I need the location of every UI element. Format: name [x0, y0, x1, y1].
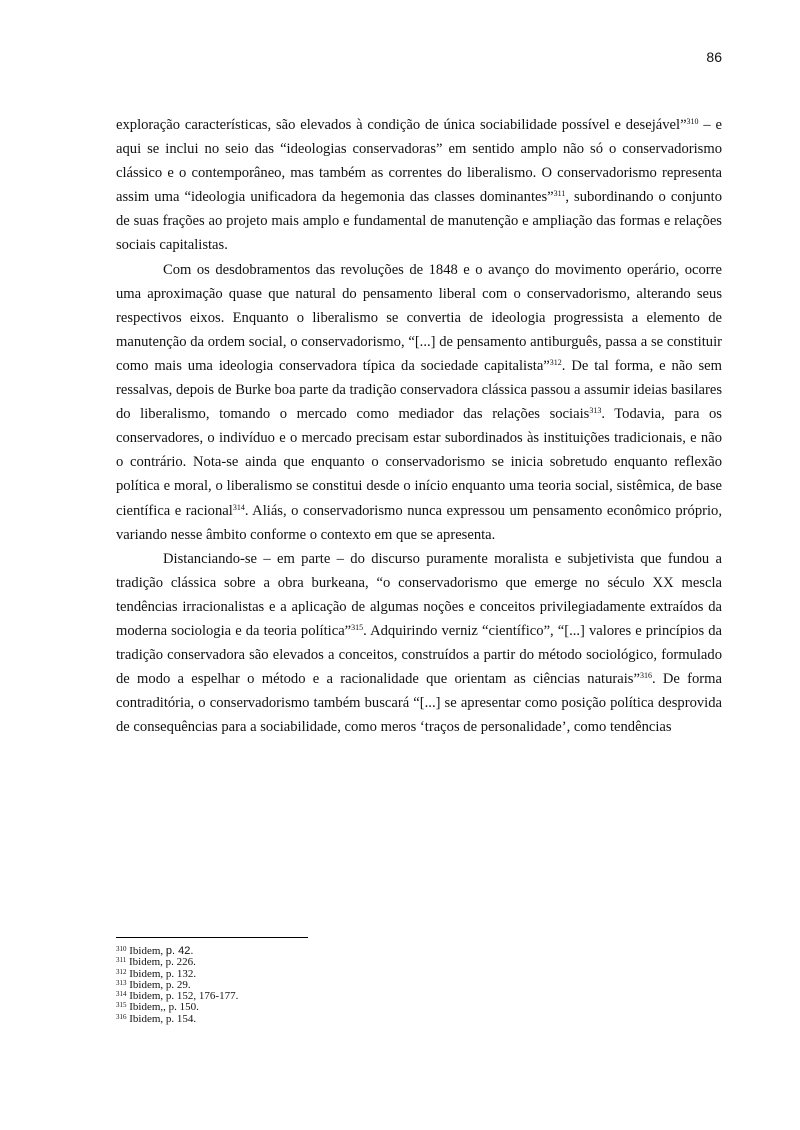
page-number: 86: [706, 49, 722, 65]
paragraph-text: Distanciando-se – em parte – do discurso puramente moralista e subjetivista que fundou a tradição clássica sobre a obra burkeana, “o conservadorismo que emerge no século XX mescla tendências irracionalistas e a aplicação de algumas noções e conceitos privilegiadamente extraídos da moderna sociologia e da teoria política”: [116, 550, 722, 639]
footnote-text: Ibidem,, p. 150.: [129, 1001, 199, 1014]
paragraph-text: . De tal forma, e não sem ressalvas, depois de Burke boa parte da tradição conservadora clássica passou a assumir ideias basilares do liberalismo, tomando o mercado como mediador das relações sociais: [116, 357, 722, 423]
footnote-text: Ibidem, p. 154.: [129, 1012, 197, 1025]
footnote-number: 310: [116, 945, 127, 953]
paragraph-text: Com os desdobramentos das revoluções de 1848 e o avanço do movimento operário, ocorre uma aproximação quase que natural do pensamento liberal com o conservadorismo, alterando seus respectivos eixos. Enquanto o liberalismo se convertia de ideologia progressista a elemento de manutenção da ordem social, o conservadorismo, “[...] de pensamento antiburguês, passa a se constituir como mais uma ideologia conservadora típica da sociedade capitalista”: [116, 261, 722, 374]
footnote-text: Ibidem,: [129, 945, 166, 957]
paragraph-text: . Todavia, para os conservadores, o indivíduo e o mercado precisam estar subordinados às instituições tradicionais, e não o contrário. Nota-se ainda que enquanto o conservadorismo se inicia sobretudo enquanto reflexão política e moral, o liberalismo se constitui desde o início enquanto uma teoria social, sistêmica, de base científica e racional: [116, 406, 722, 519]
footnote-ref: 313: [589, 406, 602, 416]
footnote-ref: 312: [549, 357, 562, 367]
footnote-number: 312: [116, 967, 127, 976]
footnote-number: 316: [116, 1012, 127, 1021]
paragraph: [116, 113, 722, 258]
footnote-ref: 310: [686, 117, 699, 126]
footnote-text: Ibidem, p. 29.: [129, 978, 191, 991]
footnote-separator: [116, 937, 308, 938]
paragraph-text: . De forma contraditória, o conservadorismo também buscará “[...] se apresentar como posição política desprovida de consequências para a sociabilidade, como meros ‘traços de personalidade’, como tendências: [116, 671, 722, 736]
paragraph: [116, 258, 722, 547]
footnote-number: 313: [116, 978, 127, 987]
footnote-number: 315: [116, 1001, 127, 1010]
footnotes: [116, 946, 516, 1025]
footnote-number: 311: [116, 956, 127, 965]
paragraph-text: . Adquirindo verniz “científico”, “[...] valores e princípios da tradição conservadora são elevados a conceitos, construídos a partir do método sociológico, formulado de modo a espelhar o método e a racionalidade que orientam as ciências naturais”: [116, 622, 722, 688]
paragraph: [116, 547, 722, 740]
footnote-ref: 316: [639, 671, 652, 681]
paragraph-text: . Aliás, o conservadorismo nunca expressou um pensamento econômico próprio, variando nesse âmbito conforme o contexto em que se apresenta.: [116, 502, 722, 543]
paragraph-text: , subordinando o conjunto de suas frações ao projeto mais amplo e fundamental de manutenção e ampliação das formas e relações sociais capitalistas.: [116, 189, 722, 254]
footnote-ref: 314: [232, 502, 245, 512]
footnote-text: Ibidem, p. 226.: [129, 956, 196, 969]
footnote: [116, 1014, 516, 1025]
paragraph-text: – e aqui se inclui no seio das “ideologias conservadoras” em sentido amplo não só o conservadorismo clássico e o contemporâneo, mas também as correntes do liberalismo. O conservadorismo representa assim uma “ideologia unificadora da hegemonia das classes dominantes”: [116, 117, 722, 206]
footnote-text: Ibidem, p. 132.: [129, 967, 197, 980]
footnote-number: 314: [116, 990, 127, 999]
paragraph-text: exploração características, são elevados à condição de única sociabilidade possível e desejável”: [116, 117, 687, 133]
footnote-ref: 311: [553, 189, 566, 199]
body-text: [116, 113, 722, 739]
footnote-page: p. 42.: [165, 945, 194, 957]
footnote-text: Ibidem, p. 152, 176-177.: [129, 990, 239, 1003]
footnote-ref: 315: [351, 622, 364, 632]
